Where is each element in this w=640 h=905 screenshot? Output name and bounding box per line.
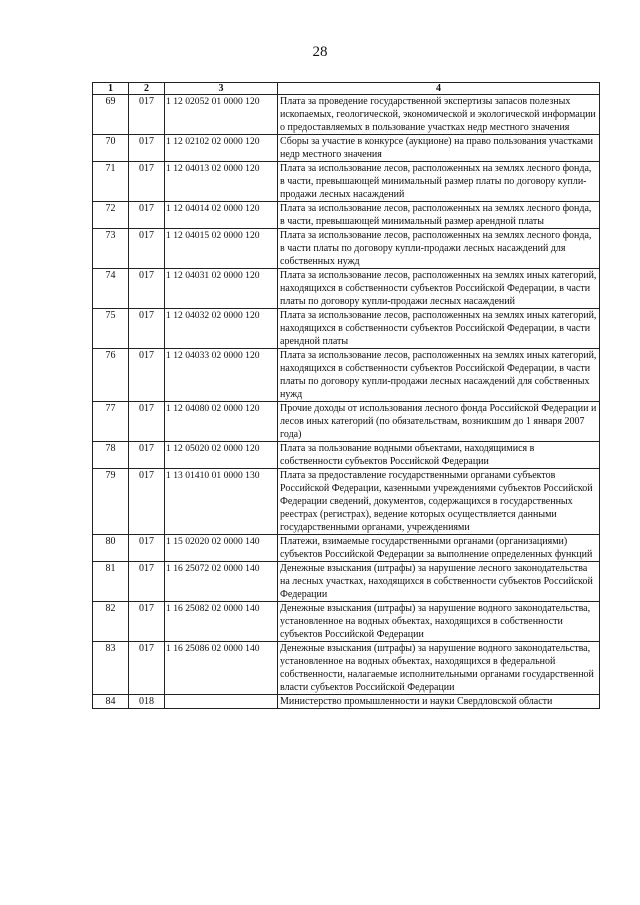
revenue-name: Плата за использование лесов, расположенных на землях лесного фонда, в части платы по договору купли-продажи лесных насаждений для собственных нужд [278, 229, 600, 269]
revenue-name: Плата за предоставление государственными органами субъектов Российской Федерации, казенными учреждениями субъектов Российской Федерации сведений, документов, содержащихся в государственных реестрах (регистрах), ведение которых осуществляется данными государственными органами, учреждениями [278, 469, 600, 535]
table-row [93, 402, 600, 442]
budget-code: 1 12 04032 02 0000 120 [165, 309, 278, 349]
row-number: 72 [93, 202, 129, 229]
admin-code: 018 [129, 695, 165, 709]
budget-code: 1 12 02052 01 0000 120 [165, 95, 278, 135]
budget-code: 1 12 04015 02 0000 120 [165, 229, 278, 269]
admin-code: 017 [129, 562, 165, 602]
column-header-3: 3 [165, 83, 278, 95]
budget-code: 1 13 01410 01 0000 130 [165, 469, 278, 535]
revenue-name: Платежи, взимаемые государственными органами (организациями) субъектов Российской Федерации за выполнение определенных функций [278, 535, 600, 562]
row-number: 73 [93, 229, 129, 269]
budget-code: 1 12 04013 02 0000 120 [165, 162, 278, 202]
revenue-name: Плата за пользование водными объектами, находящимися в собственности субъектов Российской Федерации [278, 442, 600, 469]
revenue-name: Плата за использование лесов, расположенных на землях лесного фонда, в части, превышающей минимальный размер арендной платы [278, 202, 600, 229]
budget-code: 1 12 04014 02 0000 120 [165, 202, 278, 229]
row-number: 69 [93, 95, 129, 135]
budget-code: 1 12 04080 02 0000 120 [165, 402, 278, 442]
row-number: 79 [93, 469, 129, 535]
budget-code [165, 695, 278, 709]
revenue-codes-table [92, 82, 600, 709]
table-row [93, 535, 600, 562]
admin-code: 017 [129, 535, 165, 562]
budget-code: 1 12 04031 02 0000 120 [165, 269, 278, 309]
revenue-name: Сборы за участие в конкурсе (аукционе) на право пользования участками недр местного значения [278, 135, 600, 162]
admin-code: 017 [129, 135, 165, 162]
admin-code: 017 [129, 162, 165, 202]
admin-code: 017 [129, 309, 165, 349]
budget-code: 1 12 02102 02 0000 120 [165, 135, 278, 162]
admin-code: 017 [129, 229, 165, 269]
table-row [93, 135, 600, 162]
admin-code: 017 [129, 202, 165, 229]
table-row [93, 642, 600, 695]
table-row [93, 469, 600, 535]
table-row [93, 202, 600, 229]
admin-code: 017 [129, 469, 165, 535]
admin-code: 017 [129, 602, 165, 642]
table-row [93, 442, 600, 469]
table-row [93, 95, 600, 135]
revenue-name: Плата за использование лесов, расположенных на землях иных категорий, находящихся в собственности субъектов Российской Федерации, в части платы по договору купли-продажи лесных насаждений [278, 269, 600, 309]
admin-code: 017 [129, 402, 165, 442]
revenue-name: Денежные взыскания (штрафы) за нарушение лесного законодательства на лесных участках, находящихся в собственности субъектов Российской Федерации [278, 562, 600, 602]
column-header-2: 2 [129, 83, 165, 95]
table-row [93, 602, 600, 642]
table-row [93, 562, 600, 602]
row-number: 70 [93, 135, 129, 162]
revenue-name: Прочие доходы от использования лесного фонда Российской Федерации и лесов иных категорий (по обязательствам, возникшим до 1 января 2007 года) [278, 402, 600, 442]
row-number: 83 [93, 642, 129, 695]
table-header-row [93, 83, 600, 95]
row-number: 84 [93, 695, 129, 709]
table-row [93, 269, 600, 309]
revenue-name: Плата за использование лесов, расположенных на землях иных категорий, находящихся в собственности субъектов Российской Федерации, в части арендной платы [278, 309, 600, 349]
row-number: 82 [93, 602, 129, 642]
row-number: 74 [93, 269, 129, 309]
budget-code: 1 15 02020 02 0000 140 [165, 535, 278, 562]
revenue-name: Плата за проведение государственной экспертизы запасов полезных ископаемых, геологической, экономической и экологической информации о предоставляемых в пользование участках недр местного значения [278, 95, 600, 135]
table-row [93, 349, 600, 402]
table-row [93, 229, 600, 269]
admin-code: 017 [129, 642, 165, 695]
revenue-name: Денежные взыскания (штрафы) за нарушение водного законодательства, установленное на водных объектах, находящихся в федеральной собственности, налагаемые исполнительными органами государственной власти субъектов Российской Федерации [278, 642, 600, 695]
admin-code: 017 [129, 269, 165, 309]
row-number: 78 [93, 442, 129, 469]
page-number: 28 [312, 44, 328, 60]
budget-code: 1 16 25072 02 0000 140 [165, 562, 278, 602]
row-number: 71 [93, 162, 129, 202]
row-number: 75 [93, 309, 129, 349]
row-number: 77 [93, 402, 129, 442]
column-header-1: 1 [93, 83, 129, 95]
admin-code: 017 [129, 349, 165, 402]
admin-code: 017 [129, 442, 165, 469]
row-number: 80 [93, 535, 129, 562]
budget-code: 1 16 25086 02 0000 140 [165, 642, 278, 695]
column-header-4: 4 [278, 83, 600, 95]
revenue-name: Денежные взыскания (штрафы) за нарушение водного законодательства, установленное на водных объектах, находящихся в собственности субъектов Российской Федерации [278, 602, 600, 642]
admin-code: 017 [129, 95, 165, 135]
table-row [93, 309, 600, 349]
row-number: 76 [93, 349, 129, 402]
budget-code: 1 12 05020 02 0000 120 [165, 442, 278, 469]
budget-code: 1 12 04033 02 0000 120 [165, 349, 278, 402]
table-row [93, 162, 600, 202]
revenue-name: Плата за использование лесов, расположенных на землях лесного фонда, в части, превышающей минимальный размер платы по договору купли-продажи лесных насаждений [278, 162, 600, 202]
revenue-name: Министерство промышленности и науки Свердловской области [278, 695, 600, 709]
table-row [93, 695, 600, 709]
revenue-name: Плата за использование лесов, расположенных на землях иных категорий, находящихся в собственности субъектов Российской Федерации, в части платы по договору купли-продажи лесных насаждений для собственных нужд [278, 349, 600, 402]
budget-code: 1 16 25082 02 0000 140 [165, 602, 278, 642]
row-number: 81 [93, 562, 129, 602]
